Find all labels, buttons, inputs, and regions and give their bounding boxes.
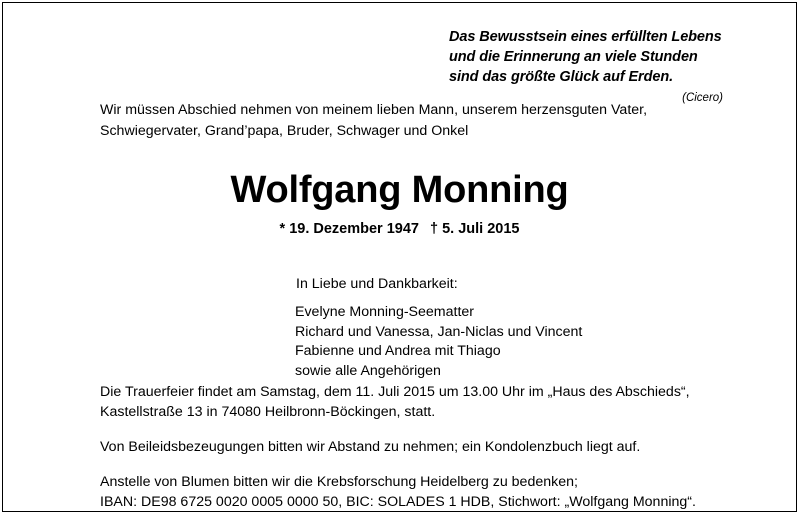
survivors-heading: In Liebe und Dankbarkeit:	[296, 276, 458, 292]
notice-border-frame	[2, 2, 797, 512]
survivor-item: Evelyne Monning-Seematter	[295, 304, 475, 320]
funeral-service-paragraph	[100, 382, 740, 422]
birth-date: * 19. Dezember 1947	[279, 221, 419, 237]
quote-line-1: Das Bewusstsein eines erfüllten Lebens	[449, 29, 722, 45]
service-details	[100, 382, 740, 512]
deceased-name: Wolfgang Monning	[230, 169, 569, 211]
survivor-item: Richard und Vanessa, Jan-Niclas und Vincent	[295, 323, 583, 340]
quote-attribution: (Cicero)	[682, 92, 723, 104]
service-line-1: Die Trauerfeier findet am Samstag, dem 11. Juli 2015 um 13.00 Uhr im „Haus des Abschieds“,	[100, 384, 690, 400]
intro-line-2: Schwiegervater, Grand’papa, Bruder, Schwager und Onkel	[100, 123, 469, 139]
donation-line-1: Anstelle von Blumen bitten wir die Krebsforschung Heidelberg zu bedenken;	[100, 474, 578, 490]
announcement-intro	[100, 100, 720, 142]
condolence-paragraph	[100, 437, 740, 457]
service-line-2: Kastellstraße 13 in 74080 Heilbronn-Böckingen, statt.	[100, 404, 436, 420]
deceased-dates	[3, 219, 796, 239]
condolence-line-1: Von Beileidsbezeugungen bitten wir Abstand zu nehmen; ein Kondolenzbuch liegt auf.	[100, 439, 641, 455]
death-date: † 5. Juli 2015	[429, 221, 520, 237]
survivor-item: sowie alle Angehörigen	[295, 362, 441, 379]
epitaph-quote	[449, 27, 729, 106]
donation-paragraph	[100, 472, 740, 512]
quote-line-3: sind das größte Glück auf Erden.	[449, 69, 674, 85]
intro-line-1: Wir müssen Abschied nehmen von meinem lieben Mann, unserem herzensguten Vater,	[100, 102, 648, 118]
quote-line-2: und die Erinnerung an viele Stunden	[449, 49, 698, 65]
survivor-item: Fabienne und Andrea mit Thiago	[295, 343, 501, 359]
donation-line-2: IBAN: DE98 6725 0020 0005 0000 50, BIC: SOLADES 1 HDB, Stichwort: „Wolfgang Monning“.	[100, 494, 696, 510]
survivors-block	[295, 274, 582, 381]
